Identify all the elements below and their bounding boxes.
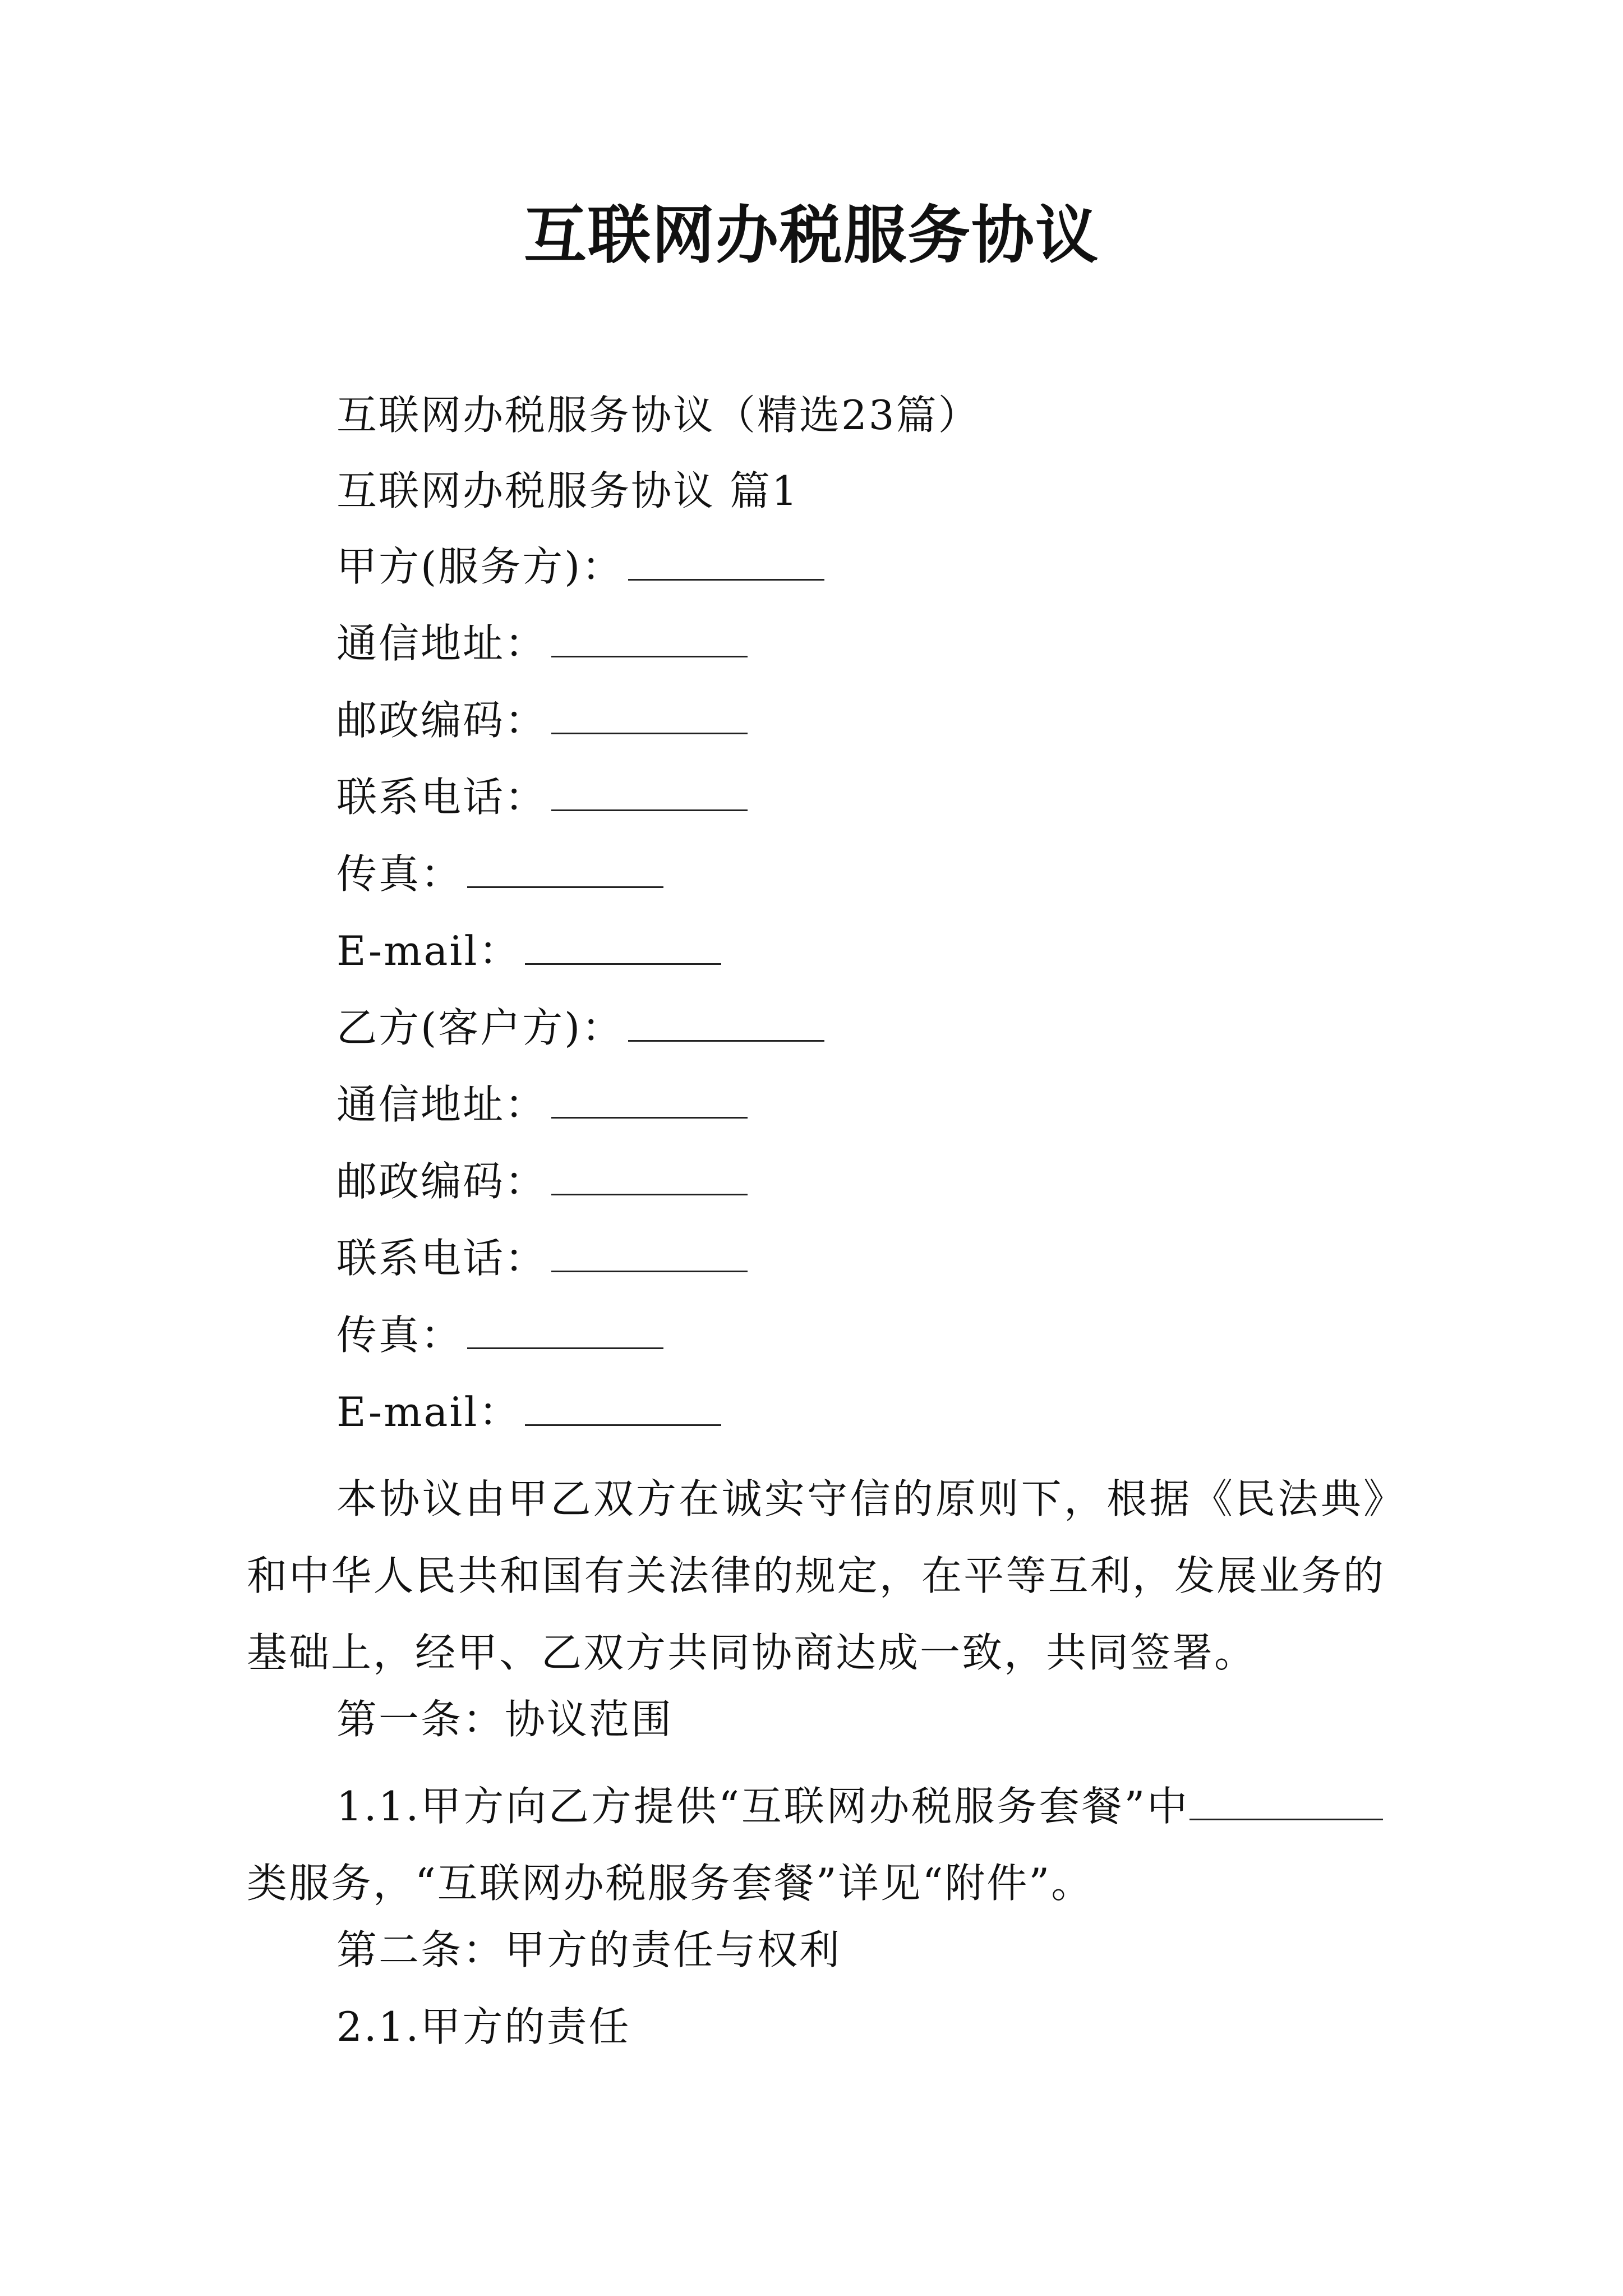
- article2-item1: 2.1.甲方的责任: [336, 2003, 631, 2050]
- party-a-address-label: 通信地址：: [336, 620, 547, 667]
- party-a-postcode-label: 邮政编码：: [336, 697, 547, 744]
- party-a-address-line: [336, 615, 748, 671]
- party-a-label: 甲方(服务方)：: [336, 543, 624, 590]
- party-b-email-blank: [525, 1391, 721, 1426]
- party-a-fax-label: 传真：: [336, 850, 463, 898]
- party-b-postcode-label: 邮政编码：: [336, 1158, 547, 1205]
- party-a-email-line: [336, 923, 721, 979]
- party-b-blank: [628, 1006, 824, 1042]
- party-b-phone-blank: [551, 1237, 748, 1272]
- party-b-fax-blank: [467, 1314, 663, 1349]
- party-a-postcode-line: [336, 692, 748, 748]
- party-b-address-label: 通信地址：: [336, 1081, 547, 1128]
- party-a-address-blank: [551, 622, 748, 657]
- party-a-fax-line: [336, 846, 663, 902]
- party-a-fax-blank: [467, 853, 663, 888]
- party-a-email-blank: [525, 930, 721, 965]
- party-a-phone-blank: [551, 776, 748, 811]
- party-b-address-line: [336, 1076, 748, 1133]
- party-b-phone-line: [336, 1230, 748, 1286]
- party-b-fax-line: [336, 1307, 663, 1363]
- party-b-address-blank: [551, 1083, 748, 1119]
- party-b-fax-label: 传真：: [336, 1312, 463, 1359]
- article1-heading: 第一条：协议范围: [336, 1696, 674, 1743]
- document-subtitle: 互联网办税服务协议（精选23篇）: [336, 392, 980, 439]
- party-b-postcode-blank: [551, 1160, 748, 1195]
- article1-item1-part1: 1.1.甲方向乙方提供“互联网办税服务套餐”中: [336, 1783, 1189, 1830]
- party-b-email-label: E-mail：: [336, 1388, 521, 1435]
- article2-heading: 第二条：甲方的责任与权利: [336, 1926, 842, 1973]
- intro-paragraph: 本协议由甲乙双方在诚实守信的原则下，根据《民法典》和中华人民共和国有关法律的规定，在平等互利，发展业务的基础上，经甲、乙双方共同协商达成一致，共同签署。: [247, 1475, 1385, 1676]
- document-title: 互联网办税服务协议: [524, 199, 1099, 272]
- party-b-phone-label: 联系电话：: [336, 1235, 547, 1282]
- party-a-postcode-blank: [551, 699, 748, 734]
- section-heading: 互联网办税服务协议 篇1: [336, 467, 799, 514]
- party-a-phone-label: 联系电话：: [336, 774, 547, 821]
- party-a-email-label: E-mail：: [336, 927, 521, 974]
- party-a-line: [336, 539, 824, 595]
- party-b-email-line: [336, 1384, 721, 1440]
- party-a-phone-line: [336, 769, 748, 825]
- party-a-blank: [628, 545, 824, 581]
- article1-item1: [247, 1768, 1385, 1922]
- article1-item1-part2: 类服务，“互联网办税服务套餐”详见“附件”。: [247, 1860, 1094, 1907]
- party-b-line: [336, 1000, 824, 1056]
- party-b-label: 乙方(客户方)：: [336, 1004, 624, 1051]
- service-category-blank: [1189, 1785, 1383, 1820]
- party-b-postcode-line: [336, 1153, 748, 1209]
